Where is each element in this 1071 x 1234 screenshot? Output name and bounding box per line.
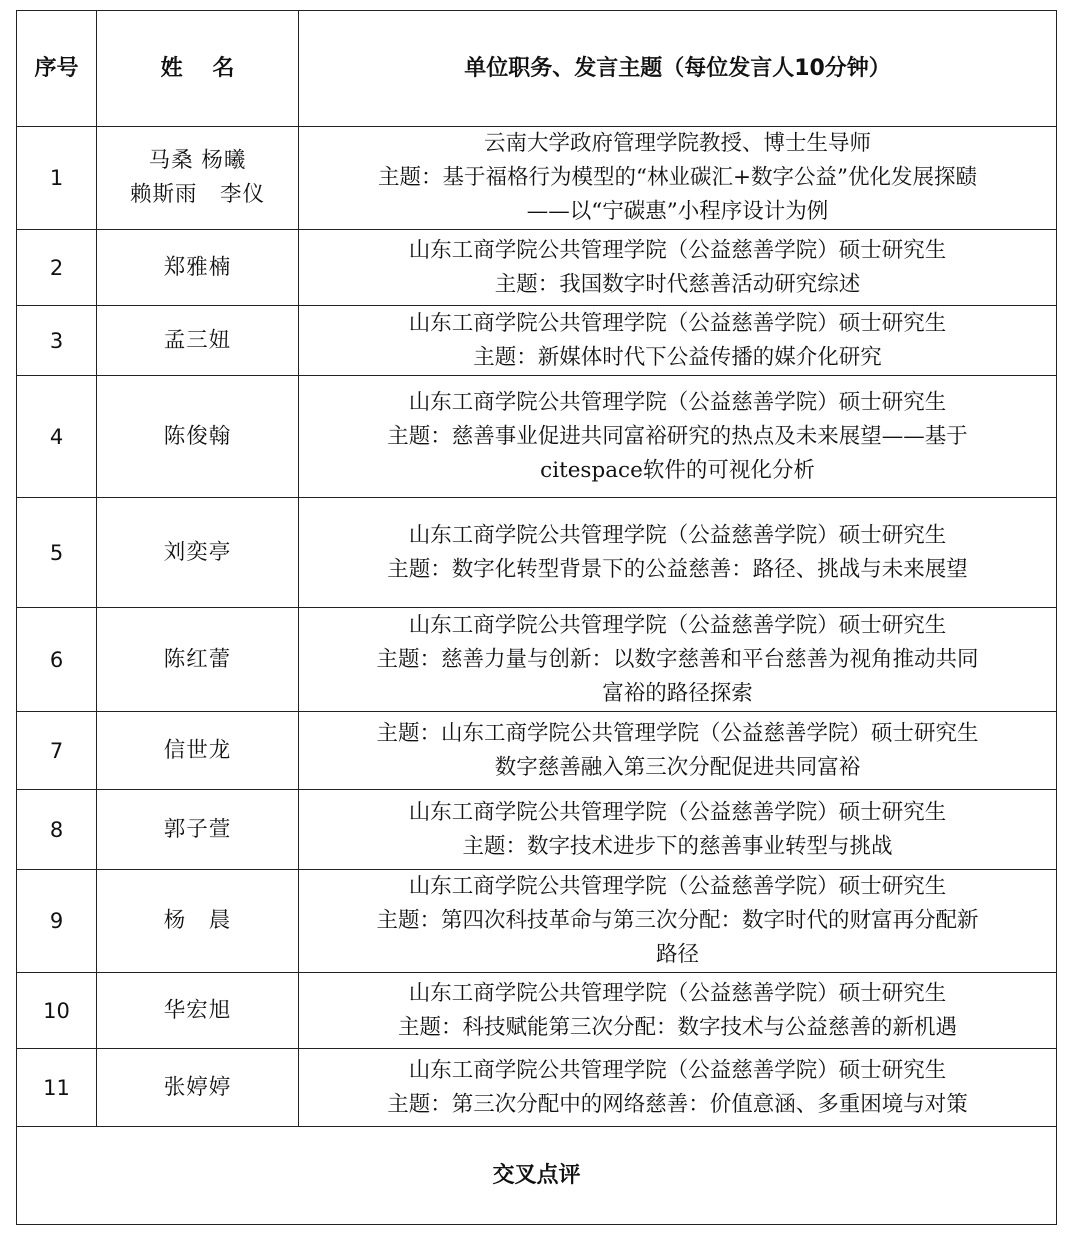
detail-line: 山东工商学院公共管理学院（公益慈善学院）硕士研究生 [408,980,947,1006]
cross-review-label: 交叉点评 [17,1127,1057,1225]
detail-line: 山东工商学院公共管理学院（公益慈善学院）硕士研究生 [408,237,947,263]
speaker-names [97,376,299,498]
row-number: 5 [17,498,97,608]
detail-line: 主题：基于福格行为模型的“林业碳汇+数字公益”优化发展探赜 [377,165,977,190]
detail-line: 富裕的路径探索 [602,680,753,706]
detail-line: 云南大学政府管理学院教授、博士生导师 [483,131,871,156]
talk-details [299,712,1057,790]
detail-line: ——以“宁碳惠”小程序设计为例 [526,199,829,224]
detail-line: 主题：慈善事业促进共同富裕研究的热点及未来展望——基于 [387,423,968,449]
talk-details [299,870,1057,973]
row-number: 3 [17,306,97,376]
row-number: 9 [17,870,97,973]
talk-details [299,127,1057,230]
table-row [17,870,1057,973]
row-number: 7 [17,712,97,790]
speaker-names [97,498,299,608]
speaker-names [97,608,299,712]
schedule-table [16,10,1057,1225]
table-row [17,608,1057,712]
talk-details [299,376,1057,498]
speaker-name: 孟三妞 [163,327,232,353]
detail-line: 主题：数字化转型背景下的公益慈善：路径、挑战与未来展望 [387,556,968,582]
table-row [17,127,1057,230]
detail-line: 主题：第三次分配中的网络慈善：价值意涵、多重困境与对策 [387,1091,968,1117]
detail-line: 山东工商学院公共管理学院（公益慈善学院）硕士研究生 [408,522,947,548]
speaker-name: 华宏旭 [163,997,232,1023]
detail-line: 主题：数字技术进步下的慈善事业转型与挑战 [462,833,893,859]
talk-details [299,498,1057,608]
speaker-names [97,870,299,973]
speaker-names [97,306,299,376]
header-number: 序号 [17,11,97,127]
table-row [17,973,1057,1049]
speaker-names [97,973,299,1049]
speaker-name: 陈红蕾 [163,646,232,672]
detail-line: 主题：山东工商学院公共管理学院（公益慈善学院）硕士研究生 [376,720,979,746]
speaker-name: 张婷婷 [163,1074,232,1100]
detail-line: 主题：第四次科技革命与第三次分配：数字时代的财富再分配新 [376,908,979,933]
talk-details [299,230,1057,306]
speaker-name: 郑雅楠 [163,254,232,280]
table-row [17,376,1057,498]
row-number: 2 [17,230,97,306]
talk-details [299,608,1057,712]
detail-line: 山东工商学院公共管理学院（公益慈善学院）硕士研究生 [408,389,947,415]
speaker-names [97,790,299,870]
row-number: 11 [17,1049,97,1127]
detail-line: 山东工商学院公共管理学院（公益慈善学院）硕士研究生 [408,612,947,638]
table-row [17,306,1057,376]
speaker-name: 郭子萱 [163,816,232,842]
detail-line: 主题：新媒体时代下公益传播的媒介化研究 [473,344,882,370]
row-number: 10 [17,973,97,1049]
speaker-name: 赖斯雨 李仪 [129,182,265,207]
table-row [17,230,1057,306]
talk-details [299,790,1057,870]
detail-line: 山东工商学院公共管理学院（公益慈善学院）硕士研究生 [408,310,947,336]
speaker-names [97,1049,299,1127]
speaker-names [97,127,299,230]
detail-line: 山东工商学院公共管理学院（公益慈善学院）硕士研究生 [408,1057,947,1083]
row-number: 8 [17,790,97,870]
header-row [17,11,1057,127]
table-row [17,712,1057,790]
talk-details [299,973,1057,1049]
row-number: 4 [17,376,97,498]
detail-line: 路径 [655,942,699,967]
detail-line: 山东工商学院公共管理学院（公益慈善学院）硕士研究生 [408,799,947,825]
speaker-names [97,712,299,790]
speaker-name: 杨 晨 [163,908,232,933]
table-row [17,790,1057,870]
row-number: 6 [17,608,97,712]
detail-line: citespace软件的可视化分析 [540,457,815,483]
detail-line: 主题：慈善力量与创新：以数字慈善和平台慈善为视角推动共同 [376,646,979,672]
talk-details [299,306,1057,376]
speaker-names [97,230,299,306]
table-body [17,127,1057,1127]
speaker-name: 信世龙 [163,737,232,763]
detail-line: 山东工商学院公共管理学院（公益慈善学院）硕士研究生 [408,874,947,899]
speaker-name: 陈俊翰 [163,423,232,449]
table-row [17,1049,1057,1127]
talk-details [299,1049,1057,1127]
header-content: 单位职务、发言主题（每位发言人10分钟） [299,11,1057,127]
detail-line: 主题：科技赋能第三次分配：数字技术与公益慈善的新机遇 [397,1014,957,1040]
detail-line: 数字慈善融入第三次分配促进共同富裕 [494,754,861,780]
speaker-name: 刘奕亭 [163,539,232,565]
footer-row [17,1127,1057,1225]
detail-line: 主题：我国数字时代慈善活动研究综述 [494,271,861,297]
speaker-name: 马桑 杨曦 [148,148,247,173]
table-row [17,498,1057,608]
header-name: 姓 名 [97,11,299,127]
row-number: 1 [17,127,97,230]
